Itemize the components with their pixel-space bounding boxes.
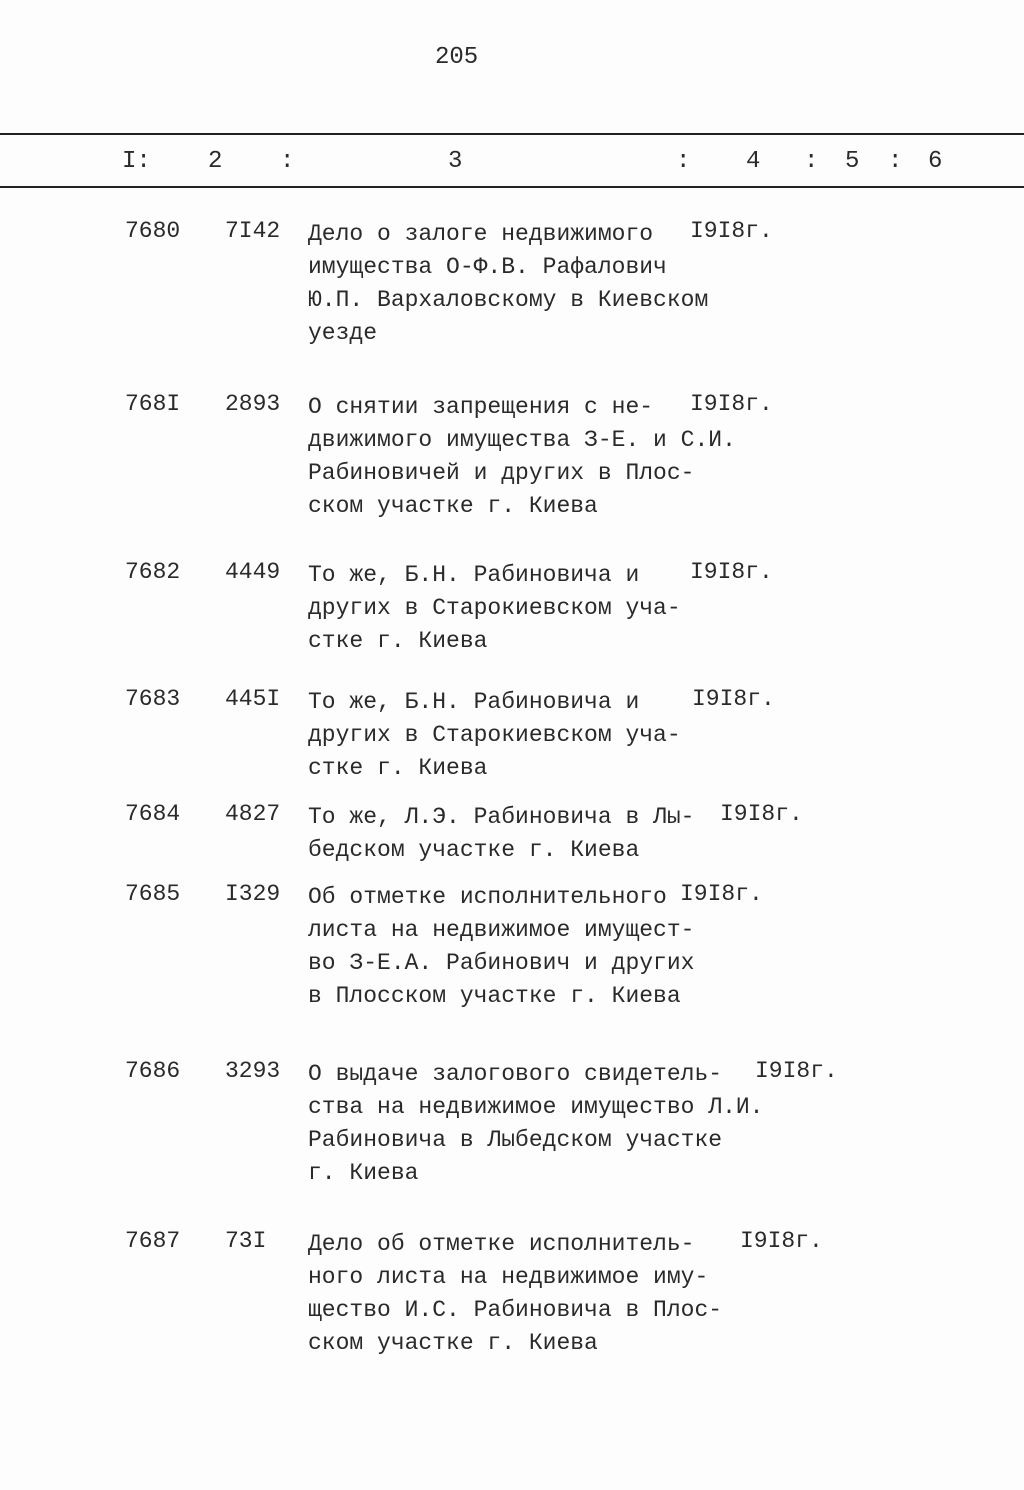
old-number: 7I42 — [225, 218, 281, 244]
date: I9I8г. — [690, 391, 773, 417]
date: I9I8г. — [680, 881, 763, 907]
description-line: Об отметке исполнительного — [308, 884, 667, 910]
col-sep: : — [804, 148, 819, 175]
description-line: щество И.С. Рабиновича в Плос- — [308, 1297, 723, 1323]
description-line: О снятии запрещения с не- — [308, 394, 654, 420]
date: I9I8г. — [740, 1228, 823, 1254]
description-line: стке г. Киева — [308, 628, 488, 654]
description-line: движимого имущества З-Е. и С.И. — [308, 427, 736, 453]
header-rule-bottom — [0, 186, 1024, 188]
col-sep: : — [280, 148, 295, 175]
date: I9I8г. — [755, 1058, 838, 1084]
col-header-3: 3 — [448, 148, 463, 175]
old-number: 2893 — [225, 391, 281, 417]
col-header-2: 2 — [208, 148, 223, 175]
description — [308, 881, 694, 1013]
date: I9I8г. — [690, 218, 773, 244]
description-line: То же, Б.Н. Рабиновича и — [308, 689, 640, 715]
date: I9I8г. — [692, 686, 775, 712]
description-line: О выдаче залогового свидетель- — [308, 1061, 723, 1087]
description-line: Ю.П. Вархаловскому в Киевском — [308, 287, 709, 313]
date: I9I8г. — [720, 801, 803, 827]
description-line: бедском участке г. Киева — [308, 837, 640, 863]
header-rule-top — [0, 133, 1024, 135]
description-line: других в Старокиевском уча- — [308, 722, 681, 748]
old-number: 445I — [225, 686, 281, 712]
old-number: 73I — [225, 1228, 267, 1254]
description-line: уезде — [308, 320, 378, 346]
record-number: 768I — [125, 391, 181, 417]
description — [308, 218, 708, 350]
record-number: 7685 — [125, 881, 181, 907]
description-line: ском участке г. Киева — [308, 1330, 598, 1356]
record-number: 7680 — [125, 218, 181, 244]
col-header-1: I: — [122, 148, 151, 175]
record-number: 7682 — [125, 559, 181, 585]
description-line: листа на недвижимое имущест- — [308, 917, 695, 943]
col-sep: : — [676, 148, 691, 175]
description — [308, 686, 681, 785]
old-number: 3293 — [225, 1058, 281, 1084]
old-number: 4449 — [225, 559, 281, 585]
description-line: Рабиновичей и других в Плос- — [308, 460, 695, 486]
description — [308, 801, 694, 867]
description-line: г. Киева — [308, 1160, 419, 1186]
page-number: 205 — [435, 44, 479, 71]
description-line: имущества О-Ф.В. Рафалович — [308, 254, 667, 280]
col-header-6: 6 — [928, 148, 943, 175]
description-line: То же, Б.Н. Рабиновича и — [308, 562, 640, 588]
col-header-5: 5 — [845, 148, 860, 175]
description — [308, 391, 736, 523]
old-number: I329 — [225, 881, 281, 907]
description-line: во З-Е.А. Рабинович и других — [308, 950, 695, 976]
description — [308, 559, 681, 658]
description-line: ства на недвижимое имущество Л.И. — [308, 1094, 764, 1120]
description — [308, 1058, 763, 1190]
col-sep: : — [888, 148, 903, 175]
date: I9I8г. — [690, 559, 773, 585]
description-line: других в Старокиевском уча- — [308, 595, 681, 621]
description — [308, 1228, 722, 1360]
col-header-4: 4 — [746, 148, 761, 175]
description-line: стке г. Киева — [308, 755, 488, 781]
description-line: ском участке г. Киева — [308, 493, 598, 519]
record-number: 7683 — [125, 686, 181, 712]
description-line: в Плосском участке г. Киева — [308, 983, 681, 1009]
description-line: ного листа на недвижимое иму- — [308, 1264, 709, 1290]
description-line: Дело о залоге недвижимого — [308, 221, 654, 247]
old-number: 4827 — [225, 801, 281, 827]
description-line: Дело об отметке исполнитель- — [308, 1231, 695, 1257]
record-number: 7687 — [125, 1228, 181, 1254]
record-number: 7686 — [125, 1058, 181, 1084]
description-line: То же, Л.Э. Рабиновича в Лы- — [308, 804, 695, 830]
record-number: 7684 — [125, 801, 181, 827]
description-line: Рабиновича в Лыбедском участке — [308, 1127, 723, 1153]
